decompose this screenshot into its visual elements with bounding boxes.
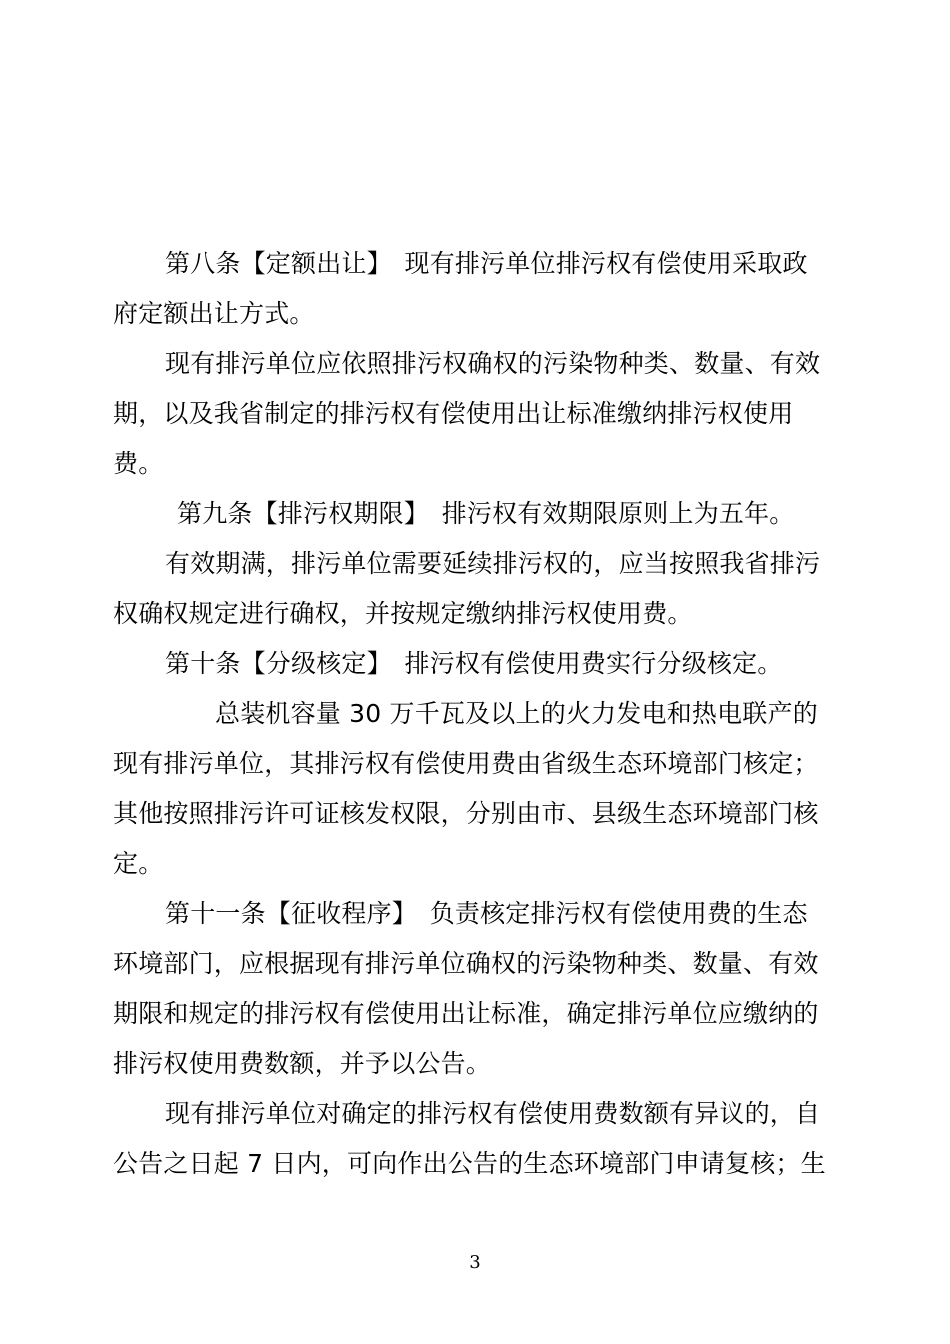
article-9-heading-line: 第九条【排污权期限】 排污权有效期限原则上为五年。	[177, 499, 795, 528]
article-8-line-2: 府定额出让方式。	[113, 299, 315, 328]
article-11-heading-line: 第十一条【征收程序】 负责核定排污权有偿使用费的生态	[165, 899, 808, 928]
article-8-para-2-line-3: 费。	[113, 449, 164, 478]
article-11-para-2-line-1: 现有排污单位对确定的排污权有偿使用费数额有异议的，自	[165, 1099, 821, 1128]
article-11-line-3: 期限和规定的排污权有偿使用出让标准，确定排污单位应缴纳的	[113, 999, 819, 1028]
article-10-para-2-line-1: 总装机容量 30 万千瓦及以上的火力发电和热电联产的	[215, 699, 818, 728]
article-10-heading-line: 第十条【分级核定】 排污权有偿使用费实行分级核定。	[165, 649, 783, 678]
article-11-line-2: 环境部门，应根据现有排污单位确权的污染物种类、数量、有效	[113, 949, 819, 978]
article-11-para-2-line-2: 公告之日起 7 日内，可向作出公告的生态环境部门申请复核；生	[113, 1149, 826, 1178]
article-11-line-4: 排污权使用费数额，并予以公告。	[113, 1049, 492, 1078]
article-9-para-2-line-1: 有效期满，排污单位需要延续排污权的，应当按照我省排污	[165, 549, 821, 578]
article-8-heading-line: 第八条【定额出让】 现有排污单位排污权有偿使用采取政	[165, 249, 808, 278]
article-8-para-2-line-2: 期，以及我省制定的排污权有偿使用出让标准缴纳排污权使用	[113, 399, 794, 428]
article-10-para-2-line-4: 定。	[113, 849, 164, 878]
page-number: 3	[469, 1252, 481, 1273]
article-9-para-2-line-2: 权确权规定进行确权，并按规定缴纳排污权使用费。	[113, 599, 693, 628]
article-10-para-2-line-3: 其他按照排污许可证核发权限，分别由市、县级生态环境部门核	[113, 799, 819, 828]
article-10-para-2-line-2: 现有排污单位，其排污权有偿使用费由省级生态环境部门核定；	[113, 749, 819, 778]
article-8-para-2-line-1: 现有排污单位应依照排污权确权的污染物种类、数量、有效	[165, 349, 821, 378]
